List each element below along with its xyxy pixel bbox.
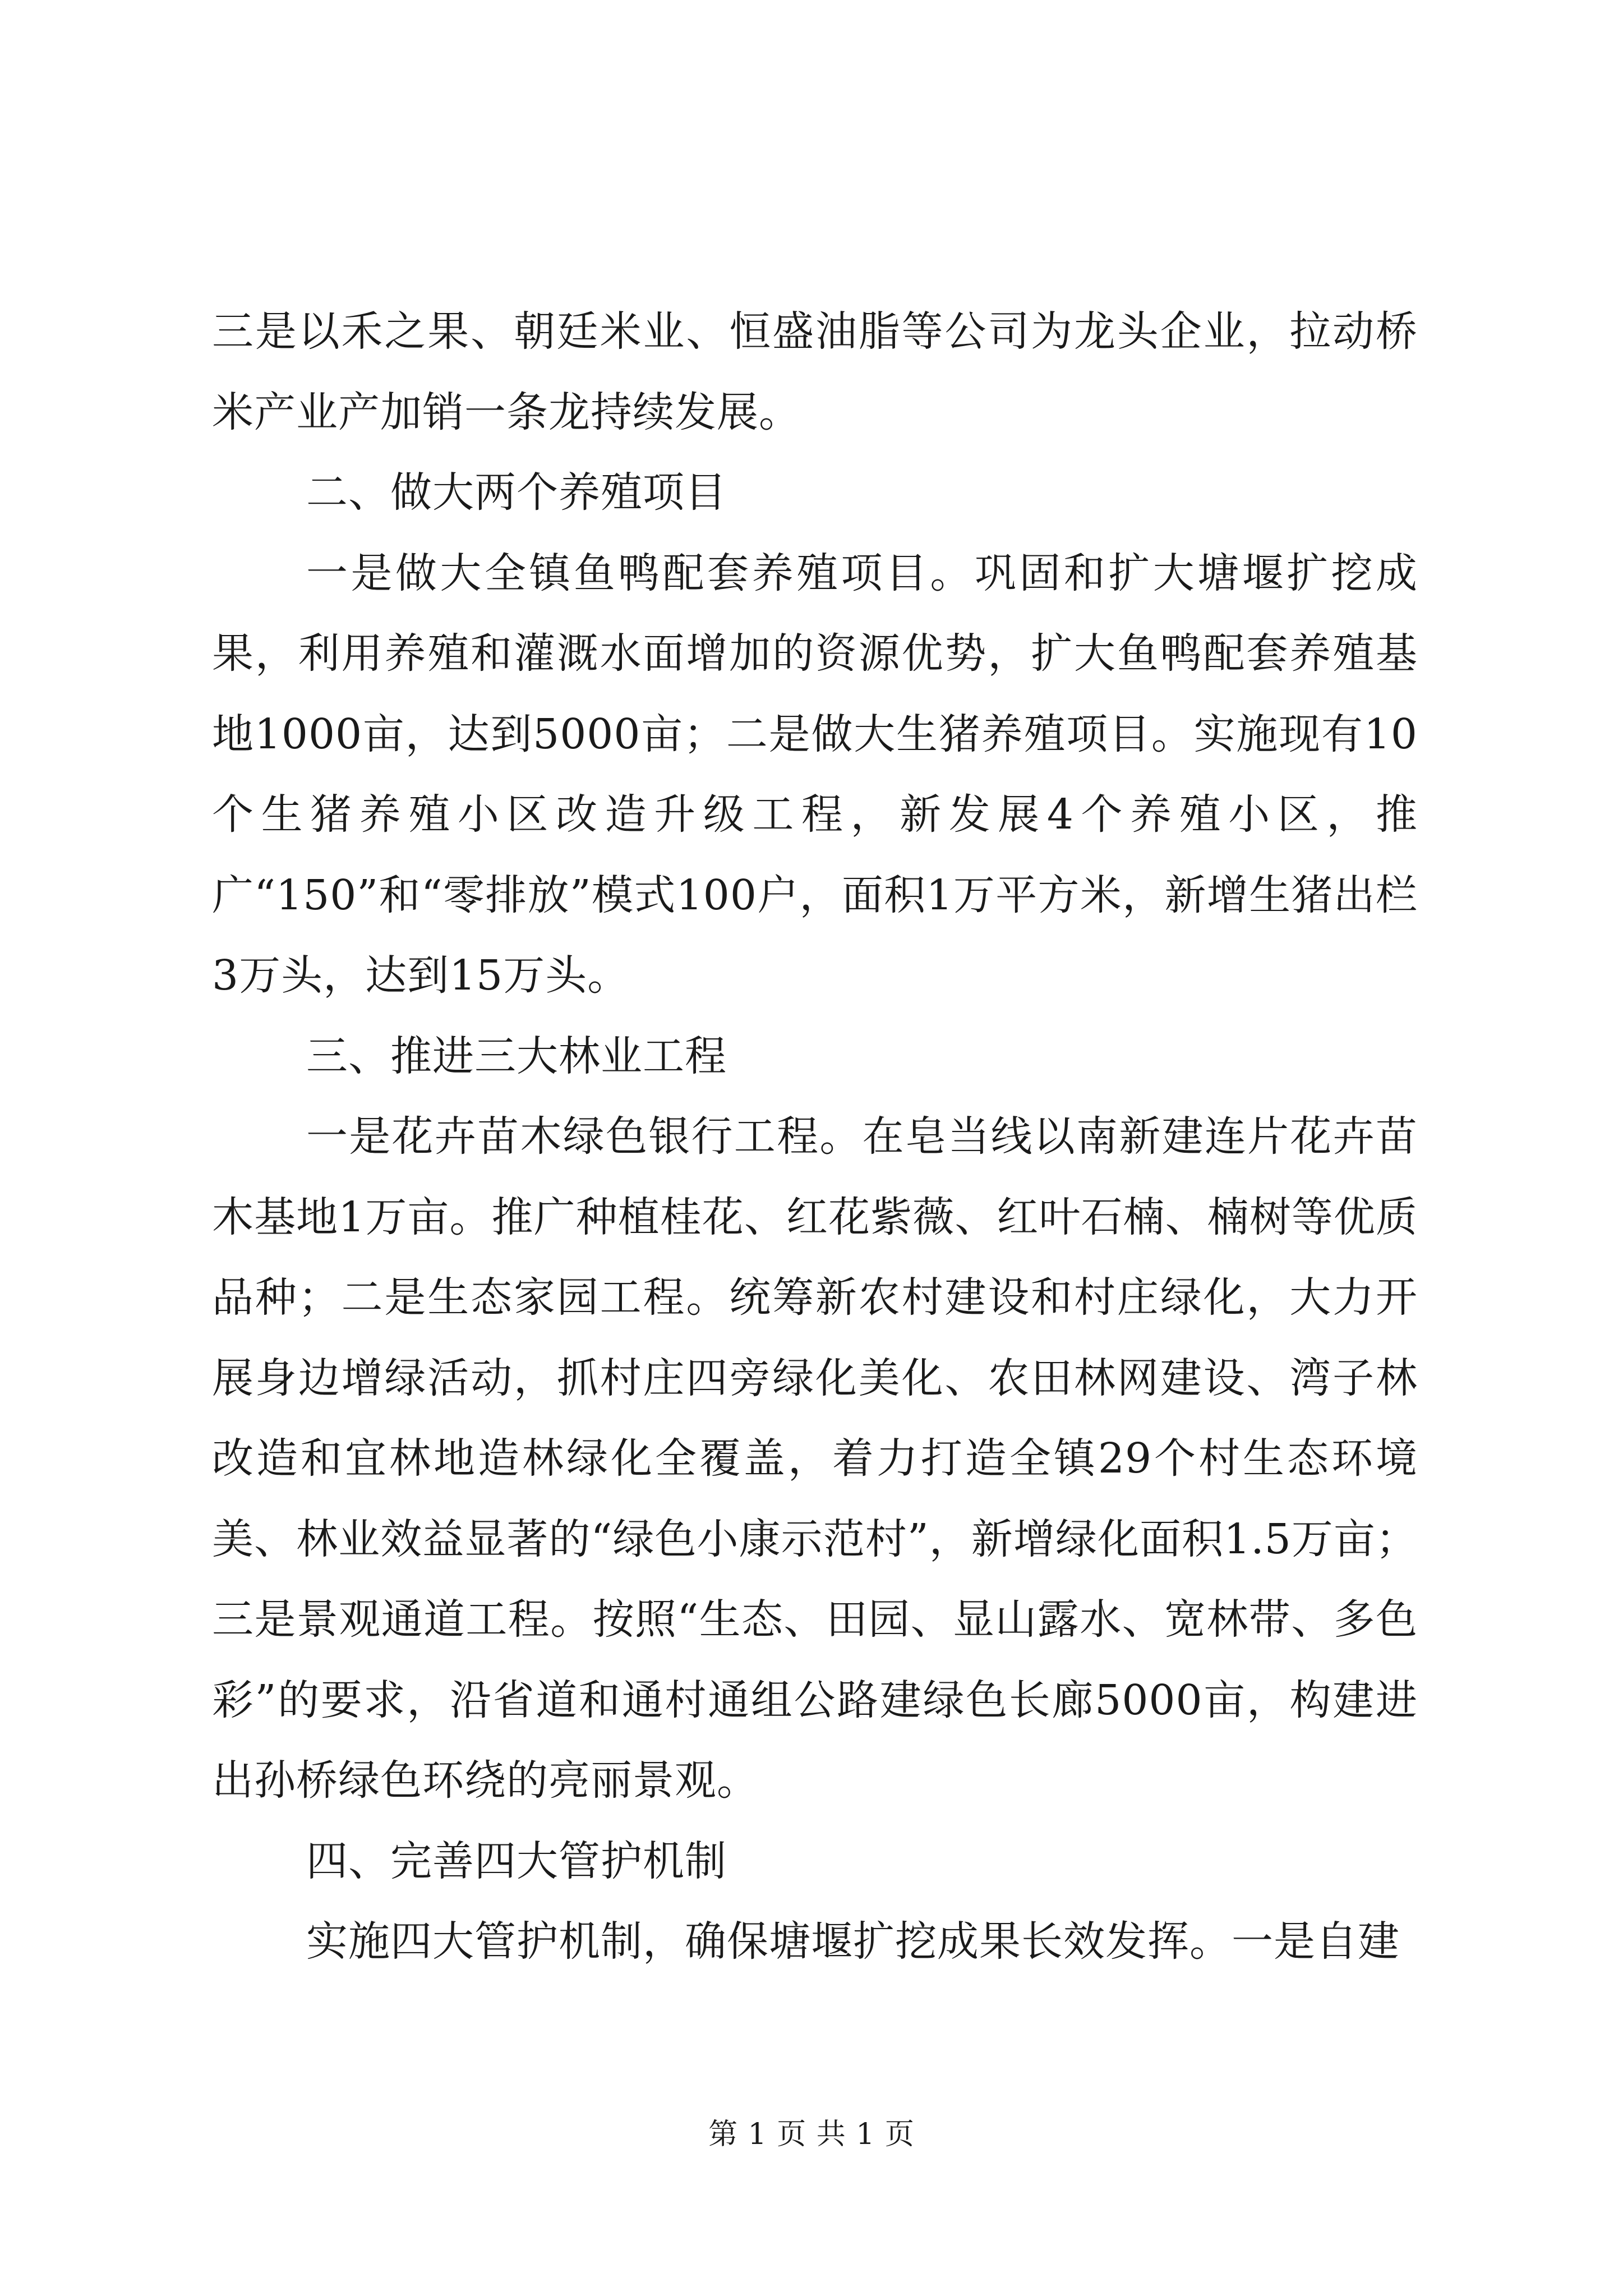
section-heading-three: 三、推进三大林业工程 — [306, 1032, 727, 1080]
page-number-footer: 第 1 页 共 1 页 — [708, 2118, 915, 2151]
paragraph-continuation: 三是以禾之果、朝廷米业、恒盛油脂等公司为龙头企业，拉动桥米产业产加销一条龙持续发展。 — [212, 307, 1418, 436]
document-body — [212, 292, 1418, 1982]
section-heading-four: 四、完善四大管护机制 — [306, 1837, 727, 1885]
paragraph-breeding-projects: 一是做大全镇鱼鸭配套养殖项目。巩固和扩大塘堰扩挖成果，利用养殖和灌溉水面增加的资源优势，扩大鱼鸭配套养殖基地1000亩，达到5000亩；二是做大生猪养殖项目。实施现有10个生猪养殖小区改造升级工程，新发展4个养殖小区，推广“150”和“零排放”模式100户，面积1万平方米，新增生猪出栏3万头，达到15万头。 — [212, 549, 1418, 1000]
section-heading-two: 二、做大两个养殖项目 — [306, 468, 727, 517]
paragraph-management-mechanism: 实施四大管护机制，确保塘堰扩挖成果长效发挥。一是自建 — [306, 1917, 1400, 1966]
paragraph-forestry-projects: 一是花卉苗木绿色银行工程。在皂当线以南新建连片花卉苗木基地1万亩。推广种植桂花、红花紫薇、红叶石楠、楠树等优质品种；二是生态家园工程。统筹新农村建设和村庄绿化，大力开展身边增绿活动，抓村庄四旁绿化美化、农田林网建设、湾子林改造和宜林地造林绿化全覆盖，着力打造全镇29个村生态环境美、林业效益显著的“绿色小康示范村”，新增绿化面积1.5万亩；三是景观通道工程。按照“生态、田园、显山露水、宽林带、多色彩”的要求，沿省道和通村通组公路建绿色长廊5000亩，构建进出孙桥绿色环绕的亮丽景观。 — [212, 1112, 1418, 1805]
